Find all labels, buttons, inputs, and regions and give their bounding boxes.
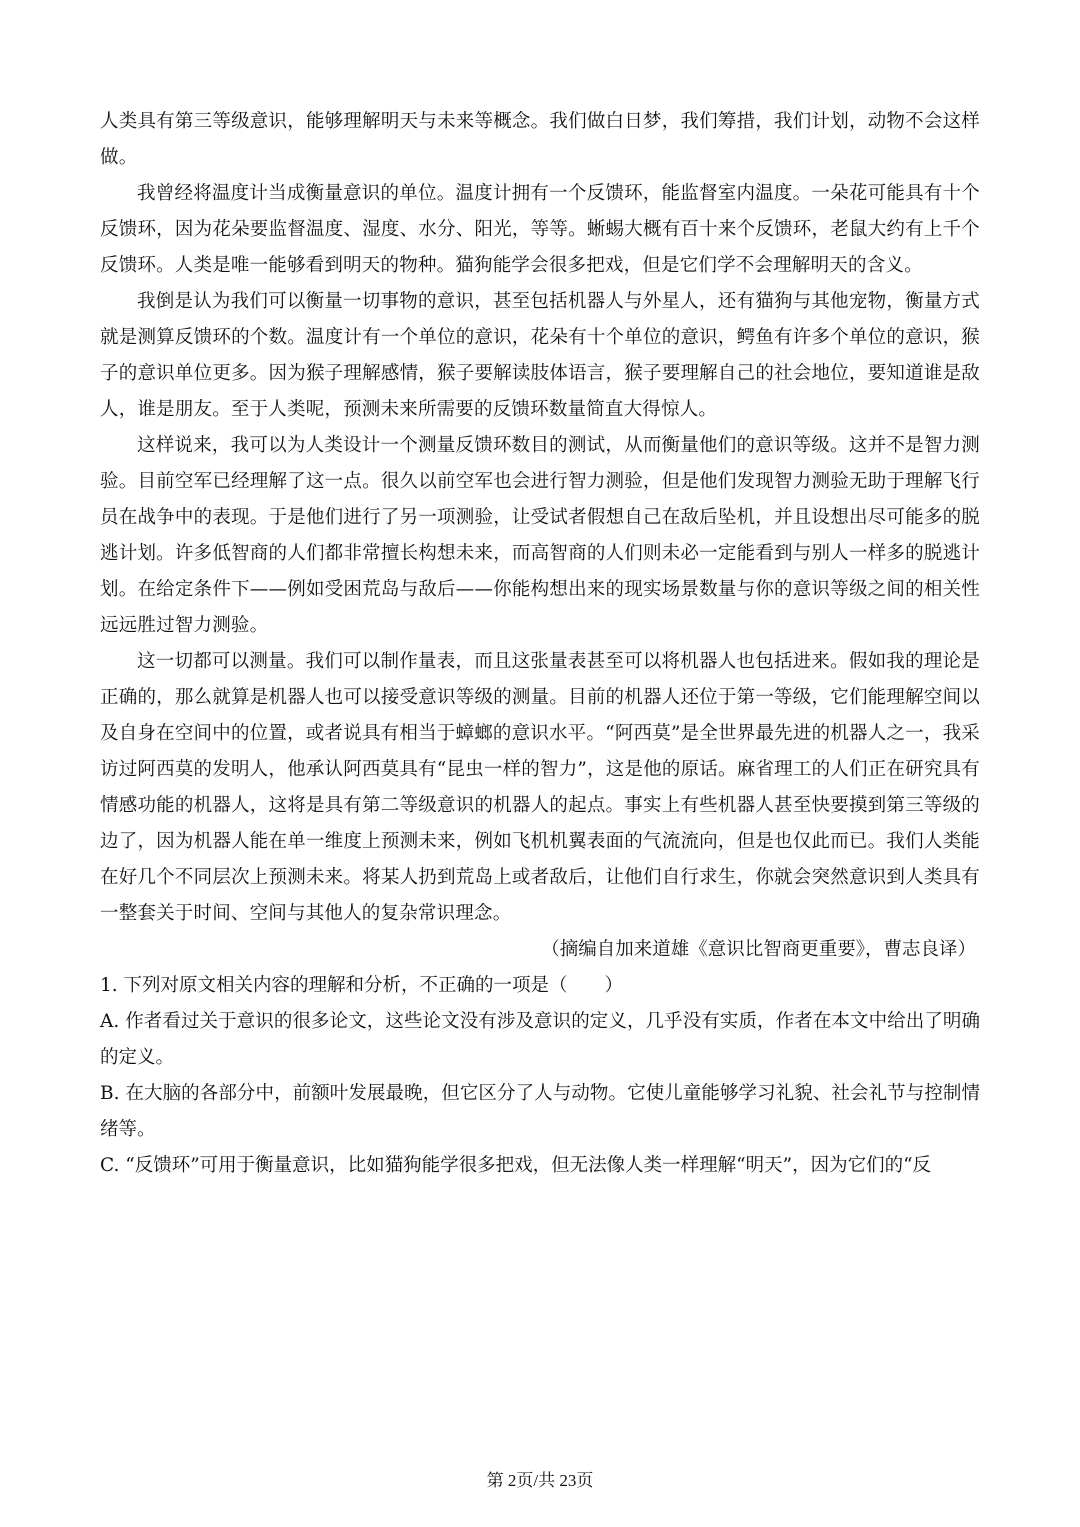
article-paragraph-5: 这一切都可以测量。我们可以制作量表，而且这张量表甚至可以将机器人也包括进来。假如我的理论是正确的，那么就算是机器人也可以接受意识等级的测量。目前的机器人还位于第一等级，它们能理解空间以及自身在空间中的位置，或者说具有相当于蟑螂的意识水平。“阿西莫”是全世界最先进的机器人之一，我采访过阿西莫的发明人，他承认阿西莫具有“昆虫一样的智力”，这是他的原话。麻省理工的人们正在研究具有情感功能的机器人，这将是具有第二等级意识的机器人的起点。事实上有些机器人甚至快要摸到第三等级的边了，因为机器人能在单一维度上预测未来，例如飞机机翼表面的气流流向，但是也仅此而已。我们人类能在好几个不同层次上预测未来。将某人扔到荒岛上或者敌后，让他们自行求生，你就会突然意识到人类具有一整套关于时间、空间与其他人的复杂常识理念。 <box>100 651 980 924</box>
article-paragraph-4: 这样说来，我可以为人类设计一个测量反馈环数目的测试，从而衡量他们的意识等级。这并不是智力测验。目前空军已经理解了这一点。很久以前空军也会进行智力测验，但是他们发现智力测验无助于理解飞行员在战争中的表现。于是他们进行了另一项测验，让受试者假想自己在敌后坠机，并且设想出尽可能多的脱逃计划。许多低智商的人们都非常擅长构想未来，而高智商的人们则未必一定能看到与别人一样多的脱逃计划。在给定条件下——例如受困荒岛与敌后——你能构想出来的现实场景数量与你的意识等级之间的相关性远远胜过智力测验。 <box>100 435 980 636</box>
question-option-a: A. 作者看过关于意识的很多论文，这些论文没有涉及意识的定义，几乎没有实质，作者在本文中给出了明确的定义。 <box>100 1011 980 1068</box>
question-option-b: B. 在大脑的各部分中，前额叶发展最晚，但它区分了人与动物。它使儿童能够学习礼貌、社会礼节与控制情绪等。 <box>100 1083 980 1140</box>
question-option-c: C. “反馈环”可用于衡量意识，比如猫狗能学很多把戏，但无法像人类一样理解“明天”，因为它们的“反 <box>100 1155 932 1176</box>
article-paragraph-2: 我曾经将温度计当成衡量意识的单位。温度计拥有一个反馈环，能监督室内温度。一朵花可能具有十个反馈环，因为花朵要监督温度、湿度、水分、阳光，等等。蜥蜴大概有百十来个反馈环，老鼠大约有上千个反馈环。人类是唯一能够看到明天的物种。猫狗能学会很多把戏，但是它们学不会理解明天的含义。 <box>100 183 980 276</box>
question-stem: 1. 下列对原文相关内容的理解和分析，不正确的一项是（ ） <box>100 975 624 996</box>
article-source-citation: （摘编自加来道雄《意识比智商更重要》，曹志良译） <box>541 939 976 960</box>
article-paragraph-3: 我倒是认为我们可以衡量一切事物的意识，甚至包括机器人与外星人，还有猫狗与其他宠物，衡量方式就是测算反馈环的个数。温度计有一个单位的意识，花朵有十个单位的意识，鳄鱼有许多个单位的意识，猴子的意识单位更多。因为猴子理解感情，猴子要解读肢体语言，猴子要理解自己的社会地位，要知道谁是敌人，谁是朋友。至于人类呢，预测未来所需要的反馈环数量简直大得惊人。 <box>100 291 980 420</box>
document-page <box>100 104 980 1184</box>
article-paragraph-1: 人类具有第三等级意识，能够理解明天与未来等概念。我们做白日梦，我们筹措，我们计划，动物不会这样做。 <box>100 111 980 168</box>
page-number-footer: 第 2页/共 23页 <box>486 1471 594 1490</box>
